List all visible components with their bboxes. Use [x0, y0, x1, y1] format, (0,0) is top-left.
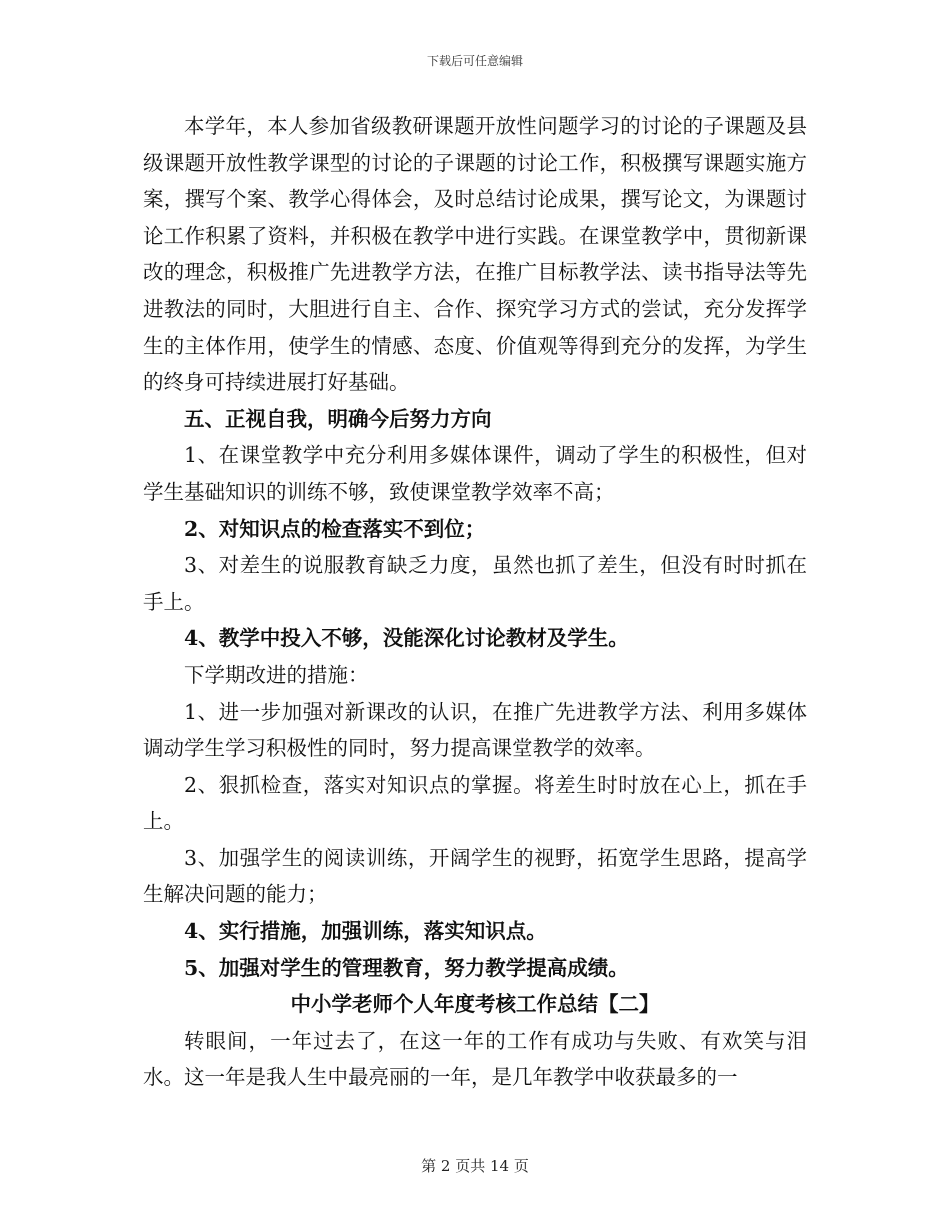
list-item-measure-3: 3、加强学生的阅读训练，开阔学生的视野，拓宽学生思路，提高学生解决问题的能力；	[143, 845, 807, 907]
list-item-measure-1: 1、进一步加强对新课改的认识，在推广先进教学方法、利用多媒体调动学生学习积极性的同时，努力提高课堂教学的效率。	[143, 699, 807, 761]
list-item-measure-2: 2、狠抓检查，落实对知识点的掌握。将差生时时放在心上，抓在手上。	[143, 772, 807, 834]
page-header-note: 下载后可任意编辑	[426, 54, 523, 68]
list-item-measure-5: 5、加强对学生的管理教育，努力教学提高成绩。	[184, 955, 629, 980]
list-item-issue-4: 4、教学中投入不够，没能深化讨论教材及学生。	[184, 626, 629, 651]
section-heading-five: 五、正视自我，明确今后努力方向	[184, 406, 492, 431]
paragraph-research-summary: 本学年，本人参加省级教研课题开放性问题学习的讨论的子课题及县级课题开放性教学课型的讨论的子课题的讨论工作，积极撰写课题实施方案，撰写个案、教学心得体会，及时总结讨论成果，撰写论文，为课题讨论工作积累了资料，并积极在教学中进行实践。在课堂教学中，贯彻新课改的理念，积极推广先进教学方法，在推广目标教学法、读书指导法等先进教法的同时，大胆进行自主、合作、探究学习方式的尝试，充分发挥学生的主体作用，使学生的情感、态度、价值观等得到充分的发挥，为学生的终身可持续进展打好基础。	[143, 114, 807, 395]
page-number: 第 2 页共 14 页	[421, 1157, 529, 1175]
paragraph-year-review: 转眼间，一年过去了，在这一年的工作有成功与失败、有欢笑与泪水。这一年是我人生中最亮丽的一年，是几年教学中收获最多的一	[143, 1028, 807, 1090]
improvement-intro: 下学期改进的措施：	[184, 662, 369, 687]
list-item-issue-1: 1、在课堂教学中充分利用多媒体课件，调动了学生的积极性，但对学生基础知识的训练不够，致使课堂教学效率不高；	[143, 443, 807, 504]
document-body	[143, 108, 807, 1096]
list-item-measure-4: 4、实行措施，加强训练，落实知识点。	[184, 919, 547, 944]
list-item-issue-3: 3、对差生的说服教育缺乏力度，虽然也抓了差生，但没有时时抓在手上。	[143, 553, 807, 614]
section-title: 中小学老师个人年度考核工作总结【二】	[290, 992, 660, 1017]
list-item-issue-2: 2、对知识点的检查落实不到位；	[184, 516, 486, 541]
